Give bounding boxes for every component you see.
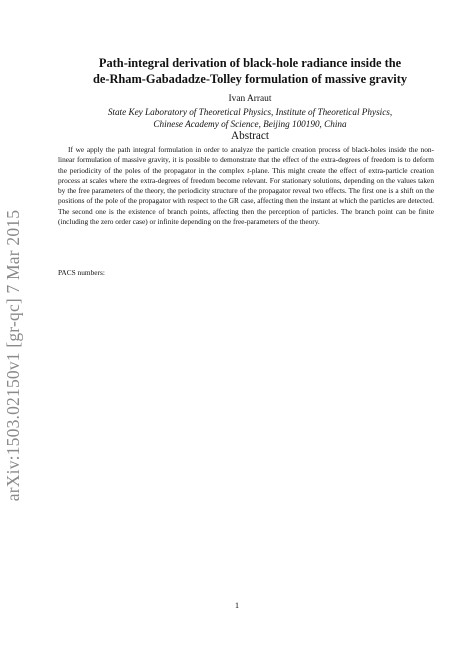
abstract-text-part-2: -plane. This might create the effect of extra-particle creation process at scales where the extra-degrees of freedom become relevant. For stationary solutions, depending on the values taken by the free parameters of the theory, the periodicity structure of the propagator reveal two effects. The first one is a shift on the positions of the pole of the propagator with respect to the GR case, affecting then the instant at which the particles are detected. The second one is the existence of branch points, affecting then the perception of particles. The branch point can be finite (including the zero order case) or infinite depending on the free-parameters of the theory. [58, 165, 434, 226]
affiliation-line-2: Chinese Academy of Science, Beijing 100190, China [153, 119, 347, 129]
arxiv-identifier: arXiv:1503.02150v1 [gr-qc] 7 Mar 2015 [3, 209, 24, 501]
author-name: Ivan Arraut [228, 94, 272, 104]
abstract-t-variable: t [247, 165, 250, 175]
author-affiliation [60, 106, 440, 130]
affiliation-line-1: State Key Laboratory of Theoretical Physics, Institute of Theoretical Physics, [107, 107, 393, 117]
page-number: 1 [234, 600, 240, 610]
abstract-heading: Abstract [231, 130, 269, 142]
abstract-text-part-1: If we apply the path integral formulation in order to analyze the particle creation process of black-holes inside the non-linear formulation of massive gravity, it is possible to demonstrate that the effect of the extra-degrees of freedom is to deform the periodicity of the poles of the propagator in the complex [58, 145, 434, 175]
title-line-2: de-Rham-Gabadadze-Tolley formulation of massive gravity [92, 72, 408, 86]
pacs-numbers-label: PACS numbers: [58, 268, 105, 277]
arxiv-sidebar-stamp [3, 210, 25, 500]
abstract-text [58, 145, 434, 227]
paper-title [60, 55, 440, 87]
title-line-1: Path-integral derivation of black-hole radiance inside the [98, 56, 402, 70]
